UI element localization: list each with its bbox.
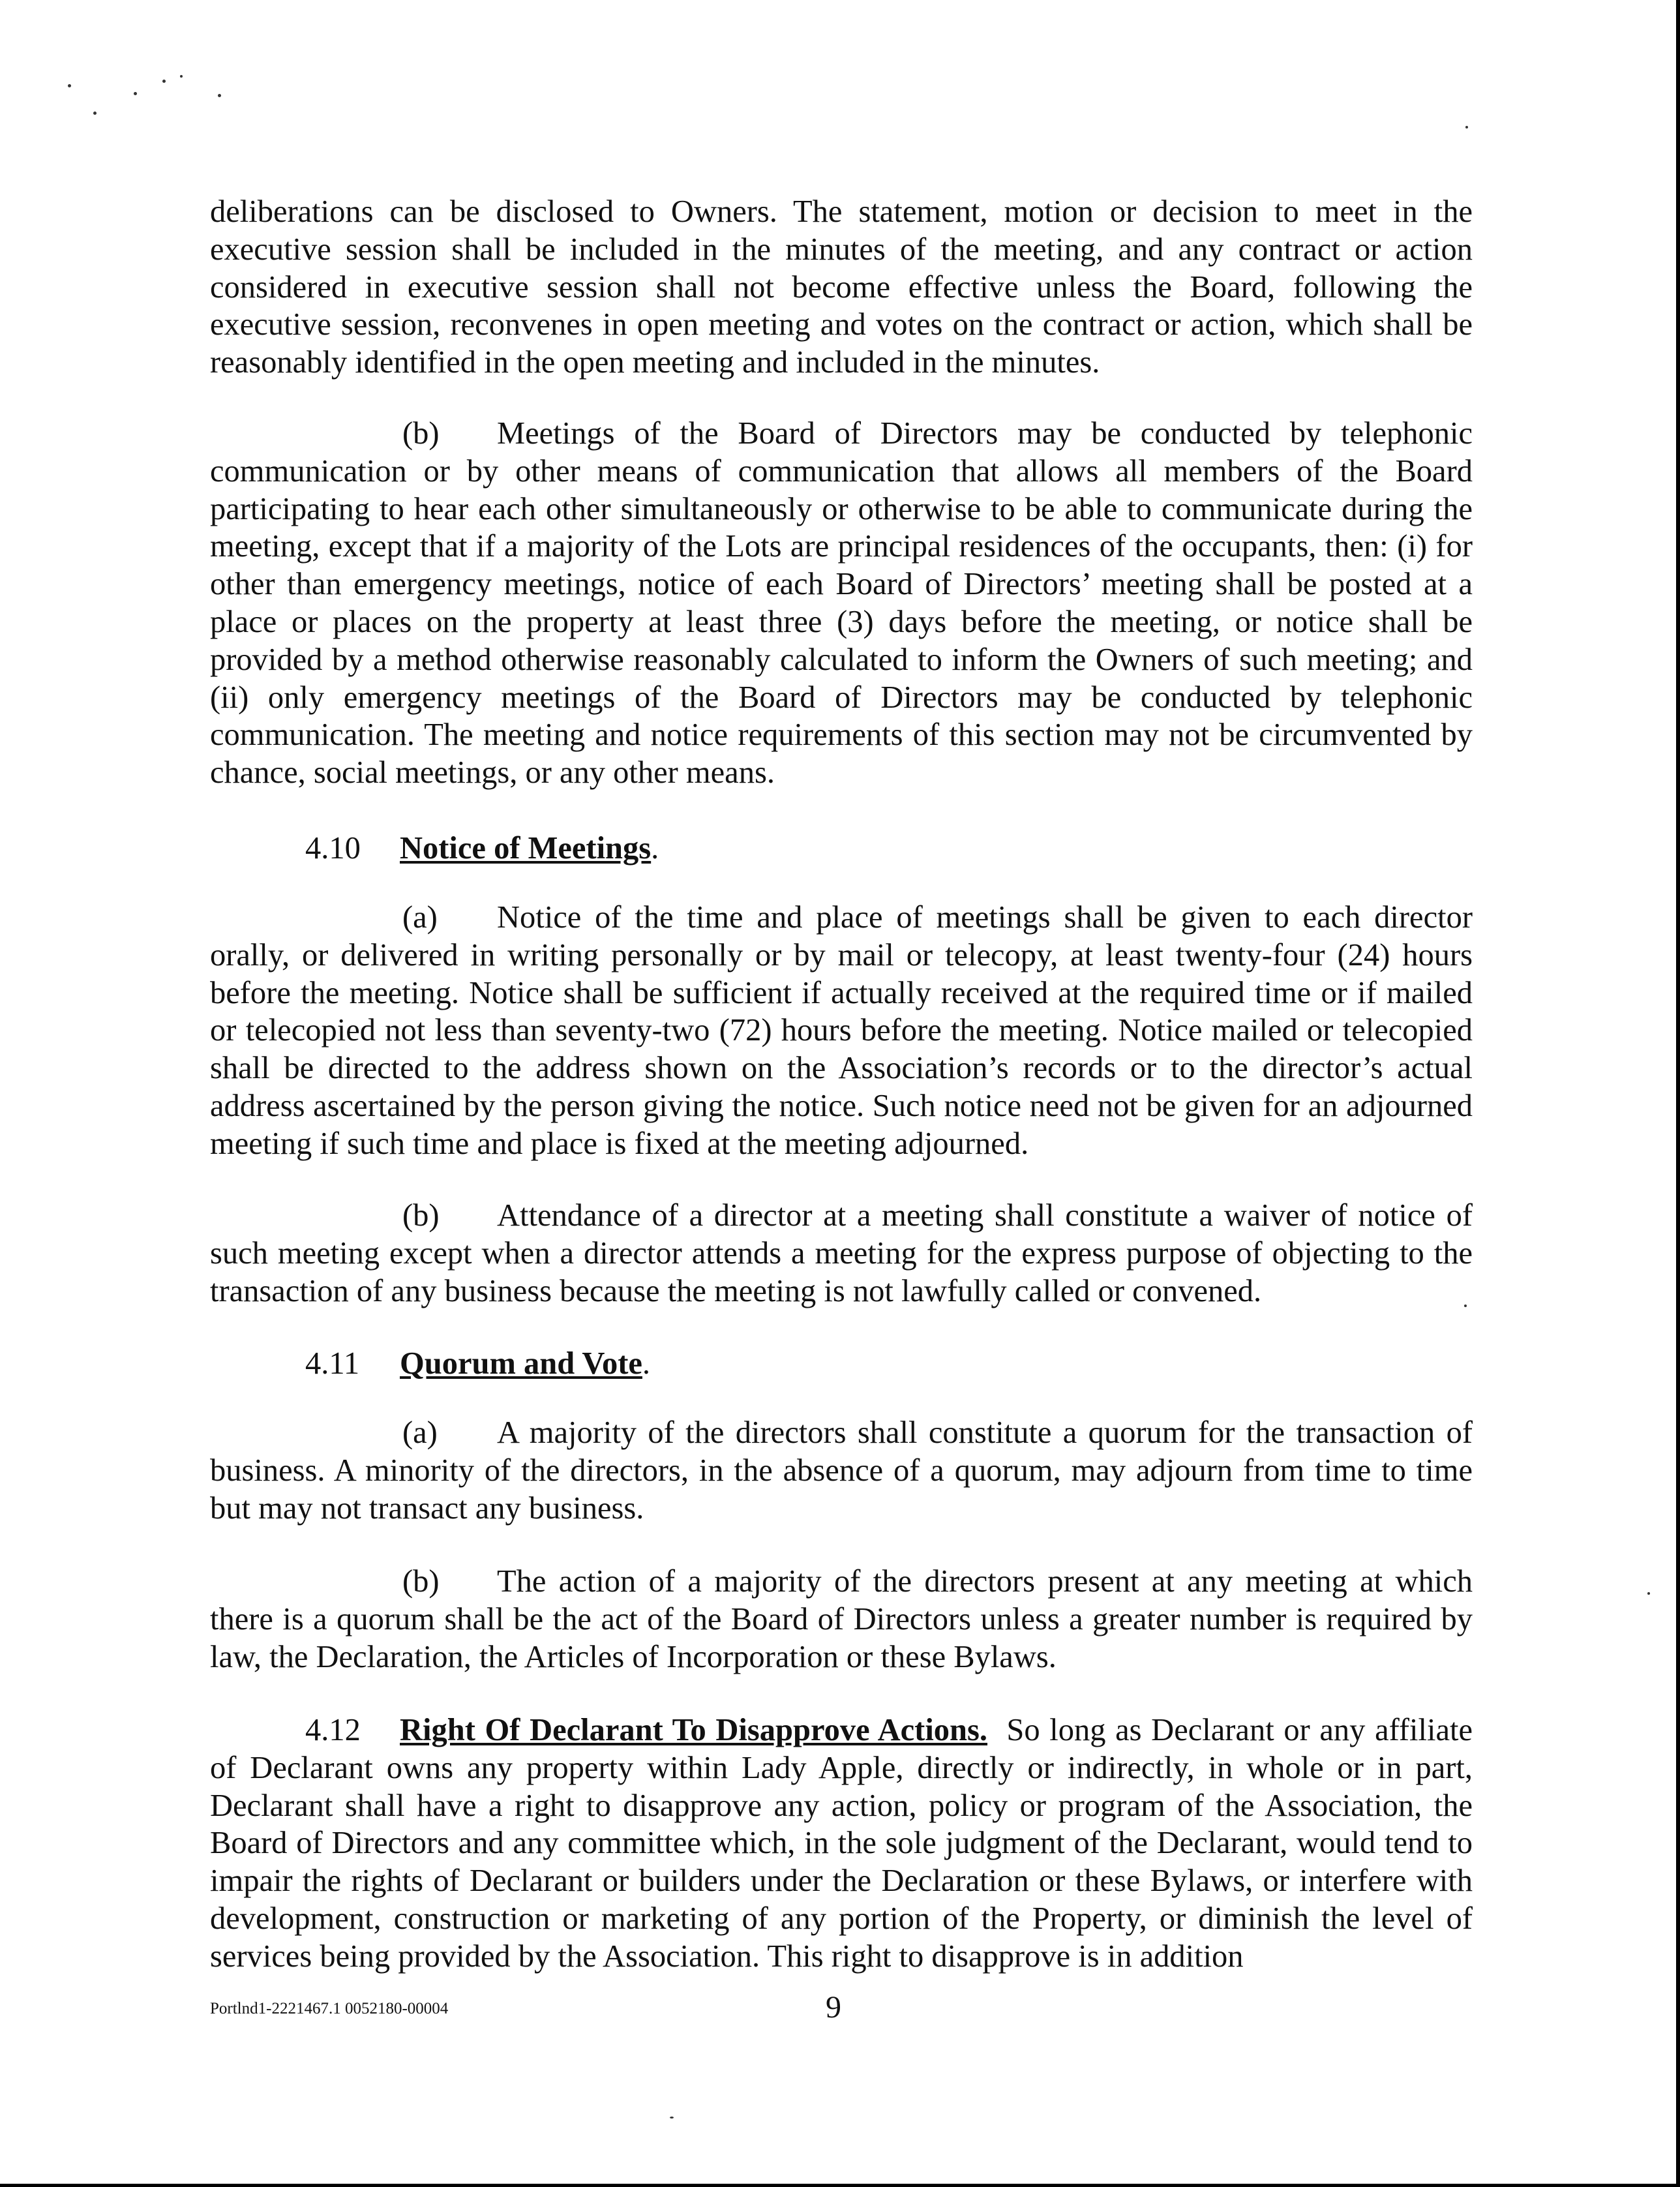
section-heading-4-10 (305, 830, 659, 867)
paragraph-label: (b) (402, 416, 440, 451)
paragraph-text: Notice of the time and place of meetings shall be given to each director orally, or delivered in writing personally or by mail or telecopy, at least twenty-four (24) hours before the meeting. Notice shall be sufficient if actually received at the required time or if mailed or telecopied not less than seventy-two (72) hours before the meeting. Notice mailed or telecopied shall be directed to the address shown on the Association’s records or to the director’s actual address ascertained by the person giving the notice. Such notice need not be given for an adjourned meeting if such time and place is fixed at the meeting adjourned. (210, 900, 1473, 1161)
section-title: Notice of Meetings (400, 831, 652, 866)
scan-speck (670, 2117, 674, 2119)
paragraph-text: A majority of the directors shall constitute a quorum for the transaction of business. A minority of the directors, in the absence of a quorum, may adjourn from time to time but may not transact any business. (210, 1415, 1473, 1526)
section-text: So long as Declarant or any affiliate of Declarant owns any property within Lady Apple, directly or indirectly, in whole or in part, Declarant shall have a right to disapprove any action, policy or program of the Association, the Board of Directors and any committee which, in the sole judgment of the Declarant, would tend to impair the rights of Declarant or builders under the Declaration or these Bylaws, or interfere with development, construction or marketing of any portion of the Property, or diminish the level of services being provided by the Association. This right to disapprove is in addition (210, 1713, 1473, 1974)
scan-speck (218, 94, 221, 97)
section-4-10-paragraph-a (210, 899, 1473, 1163)
section-title-period: . (651, 831, 659, 866)
page-number: 9 (826, 1990, 841, 2025)
section-number: 4.12 (305, 1713, 361, 1747)
paragraph-text: The action of a majority of the directors present at any meeting at which there is a quorum shall be the act of the Board of Directors unless a greater number is required by law, the Declaration, the Articles of Incorporation or these Bylaws. (210, 1564, 1473, 1674)
scan-speck (180, 75, 183, 78)
paragraph-continuation: deliberations can be disclosed to Owners. The statement, motion or decision to meet in the executive session shall be included in the minutes of the meeting, and any contract or action considered in executive session shall not become effective unless the Board, following the executive session, reconvenes in open meeting and votes on the contract or action, which shall be reasonably identified in the open meeting and included in the minutes. (210, 194, 1473, 380)
paragraph-label: (b) (402, 1198, 440, 1233)
section-title-period: . (642, 1346, 651, 1381)
section-4-11-paragraph-b (210, 1563, 1473, 1676)
paragraph-text: Attendance of a director at a meeting shall constitute a waiver of notice of such meeting except when a director attends a meeting for the express purpose of objecting to the transaction of any business because the meeting is not lawfully called or convened. (210, 1198, 1473, 1308)
section-heading-4-11 (305, 1345, 650, 1383)
scan-speck (134, 92, 137, 95)
paragraph-b-telephonic-meetings (210, 415, 1473, 792)
section-number: 4.10 (305, 831, 361, 866)
scan-speck (68, 84, 71, 87)
paragraph-label: (a) (402, 900, 438, 935)
scan-speck (1647, 1592, 1650, 1595)
section-title: Right Of Declarant To Disapprove Actions. (400, 1713, 988, 1747)
section-4-11-paragraph-a (210, 1414, 1473, 1527)
scan-speck (162, 80, 166, 83)
section-number: 4.11 (305, 1346, 360, 1381)
scan-speck (93, 112, 97, 115)
paragraph-text: Meetings of the Board of Directors may be conducted by telephonic communication or by other means of communication that allows all members of the Board participating to hear each other simultaneously or otherwise to be able to communicate during the meeting, except that if a majority of the Lots are principal residences of the occupants, then: (i) for other than emergency meetings, notice of each Board of Directors’ meeting shall be posted at a place or places on the property at least three (3) days before the meeting, or notice shall be provided by a method otherwise reasonably calculated to inform the Owners of such meeting; and (ii) only emergency meetings of the Board of Directors may be conducted by telephonic communication. The meeting and notice requirements of this section may not be circumvented by chance, social meetings, or any other means. (210, 416, 1473, 791)
paragraph-label: (b) (402, 1564, 440, 1599)
paragraph-label: (a) (402, 1415, 438, 1450)
section-4-12 (210, 1712, 1473, 1976)
scan-speck (1465, 126, 1468, 128)
document-id: Portlnd1-2221467.1 0052180-00004 (210, 2000, 449, 2017)
section-4-10-paragraph-b (210, 1197, 1473, 1310)
section-title: Quorum and Vote (400, 1346, 642, 1381)
